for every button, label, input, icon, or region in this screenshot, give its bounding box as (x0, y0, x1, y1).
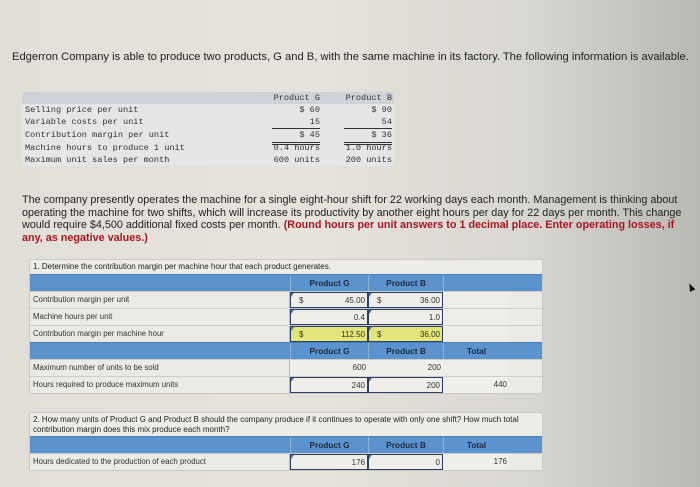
part1-header-row-2: Product G Product B Total (30, 342, 542, 359)
cm-per-unit-b-input[interactable]: $ 36.00 (368, 292, 443, 308)
product-info-table (22, 92, 394, 166)
part2-panel (29, 412, 543, 471)
hours-dedicated-g-input[interactable]: 176 (290, 454, 368, 470)
part1-panel (29, 259, 543, 394)
part1-header-row: Product G Product B (30, 274, 542, 291)
table-row: Hours required to produce maximum units 240 200 440 (30, 376, 542, 393)
hours-dedicated-b-input[interactable]: 0 (368, 454, 443, 470)
table-row: Maximum number of units to be sold 600 200 (30, 359, 542, 376)
part2-question: 2. How many units of Product G and Product B should the company produce if it continues to operate with only one shift? How much total contribution margin does this mix produce each month? (30, 413, 542, 436)
table-row: Machine hours per unit 0.4 1.0 (30, 308, 542, 325)
info-row-contribution-margin: Contribution margin per unit $ 45 $ 36 (22, 128, 394, 142)
intro-text: Edgerron Company is able to produce two products, G and B, with the same machine in its factory. The following information is available. (12, 51, 689, 63)
info-row-variable-costs: Variable costs per unit 15 54 (25, 117, 392, 127)
table-row: Contribution margin per unit $ 45.00 $ 36.00 (30, 291, 542, 308)
table-row: Contribution margin per machine hour $ 112.50 $ 36.00 (30, 325, 542, 342)
info-header-b: Product B (345, 93, 392, 103)
cm-per-hour-b-input[interactable]: $ 36.00 (368, 326, 443, 342)
info-row-max-sales: Maximum unit sales per month 600 units 200 units (25, 155, 392, 165)
cm-per-hour-g-input[interactable]: $ 112.50 (290, 326, 368, 342)
cm-per-unit-g-input[interactable]: $ 45.00 (290, 292, 368, 308)
machine-hours-b-input[interactable]: 1.0 (368, 309, 443, 325)
max-units-g: 600 (290, 360, 368, 376)
table-row: Hours dedicated to the production of each product 176 0 176 (30, 453, 542, 470)
max-units-b: 200 (368, 360, 443, 376)
instruction-text: (Round hours per unit answers to 1 decimal place. Enter operating losses, if any, as negative values.) (22, 219, 675, 244)
part2-header-row: Product G Product B Total (30, 436, 542, 453)
hours-required-total: 440 (443, 377, 509, 393)
info-header-row (22, 92, 394, 104)
hours-required-g-input[interactable]: 240 (290, 377, 368, 393)
machine-hours-g-input[interactable]: 0.4 (290, 309, 368, 325)
hours-required-b-input[interactable]: 200 (368, 377, 443, 393)
part1-question: 1. Determine the contribution margin per machine hour that each product generates. (30, 260, 542, 274)
scenario-text: The company presently operates the machine for a single eight-hour shift for 22 working days each month. Management is thinking about operating the machine for two shifts, which will increase its productivity by another eight hours per day for 22 days per month. This change would require $4,500 additional fixed costs per month. (Round hours per unit answers to 1 decimal place. Enter operating losses, if any, as negative values.) (22, 194, 682, 244)
hours-dedicated-total: 176 (443, 454, 509, 470)
mouse-cursor-icon (687, 282, 696, 292)
info-row-selling-price: Selling price per unit $ 60 $ 90 (25, 105, 392, 115)
info-header-g: Product G (273, 93, 320, 103)
info-row-machine-hours: Machine hours to produce 1 unit 0.4 hours 1.0 hours (25, 143, 392, 153)
